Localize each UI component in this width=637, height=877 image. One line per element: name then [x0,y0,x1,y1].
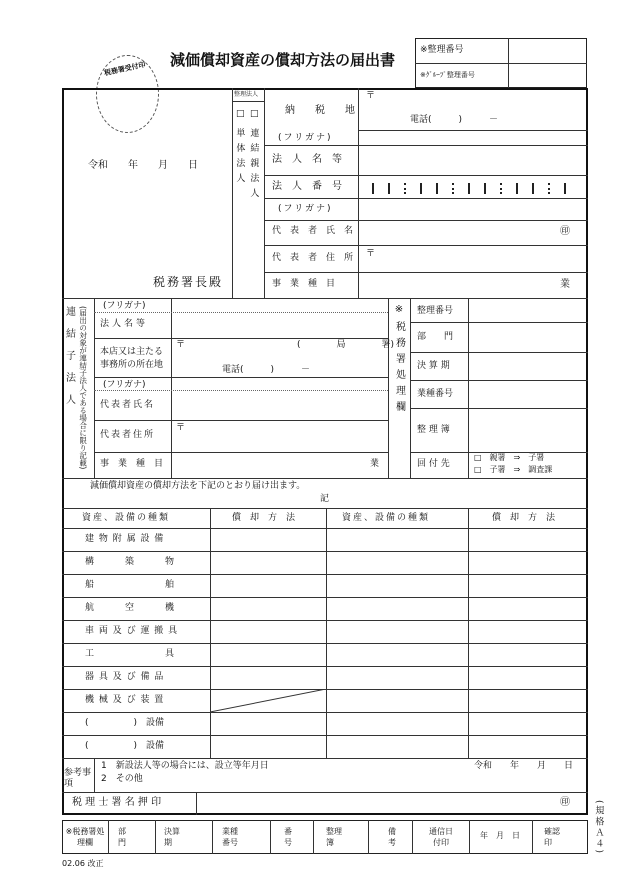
asset-row-label: ( ) 設備 [85,741,165,751]
asset-row-label: 構 築 物 [85,557,176,567]
sub-rep-address-postal: 〒 [176,423,186,433]
group-number-field[interactable] [509,64,586,87]
entity-type-checkbox-single[interactable]: □ [236,109,245,119]
sub-rep-address-label: 代表者住所 [100,430,156,440]
corp-number-field[interactable] [372,183,582,196]
proc-ref-number: 整理番号 [417,306,454,316]
rep-address-postal: 〒 [366,249,376,259]
declaration-text: 減価償却資産の償却方法を下記のとおり届け出ます。 [90,481,306,491]
subsidiary-side-note: (届出の対象が連結子法人である場合に限り記載) [78,306,88,470]
corp-furigana-label: (フリガナ) [278,133,333,143]
corp-name-label: 法 人 名 等 [272,154,342,165]
ref-number-field[interactable] [509,39,586,62]
rep-name-label: 代 表 者 氏 名 [272,226,354,236]
office-use-cell: 業種番号 [222,827,238,848]
sub-office-bureau: ( 局 署) [297,340,395,350]
tax-accountant-seal: ㊞ [560,797,570,808]
asset-row-label: 車 両 及 び 運 搬 具 [85,626,179,636]
asset-row-label: 機 械 及 び 装 置 [85,695,165,705]
declaration-ki: 記 [320,494,330,504]
business-type-suffix: 業 [560,279,570,290]
asset-header-type-left: 資産、設備の種類 [82,513,171,523]
group-number-label: ※ｸﾞﾙｰﾌﾟ整理番号 [420,71,475,79]
entity-type-single-label: 単体法人 [234,128,245,188]
entity-type-consolidated-label: 連結親法人 [248,128,259,203]
receipt-stamp-label: 税務署受付印 [103,60,147,78]
office-use-cell: 備考 [388,827,396,848]
tax-accountant-label: 税 理 士 署 名 押 印 [72,797,162,808]
asset-row-label: 器 具 及 び 備 品 [85,672,165,682]
sub-office-label-1: 本店又は主たる [100,347,164,357]
tax-accountant-field[interactable] [198,794,548,813]
filer-phone[interactable]: 電話( ) － [410,115,499,125]
machinery-diagonal-line [210,689,326,712]
office-use-cell: 部門 [118,827,126,848]
revision-note: 02.06 改正 [62,859,104,868]
sub-furigana-label-2: (フリガナ) [103,380,146,390]
processing-side-label: ※税務署処理欄 [393,304,405,417]
asset-row-label: 工 具 [85,649,176,659]
proc-route-child-to-survey[interactable]: □ 子署 ⇒ 調査課 [474,465,553,474]
sub-name-label: 法人名等 [100,319,149,329]
ref-number-label: ※整理番号 [420,45,464,55]
paper-size-note: (規格Ａ４) [593,800,604,856]
proc-fiscal-period: 決 算 期 [417,361,450,371]
notes-item-2: 2 その他 [101,774,143,784]
rep-address-label: 代 表 者 住 所 [272,253,354,263]
proc-route-parent-to-child[interactable]: □ 親署 ⇒ 子署 [474,453,545,462]
asset-row-label: 航 空 機 [85,603,176,613]
tax-office-label: 税務署長殿 [153,275,224,289]
office-use-cell: 決算期 [164,827,180,848]
asset-row-label: ( ) 設備 [85,718,165,728]
office-use-cell: 年 月 日 [480,831,520,840]
filing-date[interactable]: 令和 年 月 日 [88,160,198,171]
notes-item-1: 1 新設法人等の場合には、設立等年月日 [101,761,269,771]
address-label: 納 税 地 [285,105,360,116]
rep-furigana-label: (フリガナ) [278,204,333,214]
proc-recipient: 回 付 先 [417,459,450,469]
sub-office-phone[interactable]: 電話( ) － [222,365,311,375]
form-title: 減価償却資産の償却方法の届出書 [170,51,396,69]
corp-number-label: 法 人 番 号 [272,181,342,192]
sub-office-postal: 〒 [176,340,186,350]
asset-row-label: 船 舶 [85,580,176,590]
notes-label: 参考事項 [64,768,92,789]
sub-business-type-suffix: 業 [370,459,380,469]
entity-type-header: 整理法人 [234,91,259,98]
office-use-cell: 番号 [284,827,292,848]
sub-business-type-label: 事 業 種 目 [100,459,164,469]
rep-seal-mark: ㊞ [560,226,570,237]
subsidiary-side-label: 連結子法人 [63,306,75,416]
proc-department: 部 門 [417,332,454,342]
asset-header-type-right: 資産、設備の種類 [342,513,431,523]
address-postal: 〒 [366,91,376,101]
asset-header-method-right: 償 却 方 法 [492,513,556,523]
sub-office-label-2: 事務所の所在地 [100,360,164,370]
office-use-cell: 整理簿 [326,827,342,848]
office-use-cell: ※税務署処理欄 [65,827,105,848]
notes-date[interactable]: 令和 年 月 日 [474,761,574,771]
business-type-label: 事 業 種 目 [272,279,336,289]
proc-register: 整 理 簿 [417,425,450,435]
asset-row-label: 建 物 附 属 設 備 [85,534,165,544]
office-use-cell: 通信日付印 [429,827,453,848]
entity-type-checkbox-consolidated[interactable]: □ [250,109,259,119]
proc-industry-number: 業種番号 [417,389,454,399]
office-use-cell: 確認印 [544,827,560,848]
asset-header-method-left: 償 却 方 法 [232,513,296,523]
sub-rep-name-label: 代表者氏名 [100,400,156,410]
sub-furigana-label-1: (フリガナ) [103,301,146,311]
